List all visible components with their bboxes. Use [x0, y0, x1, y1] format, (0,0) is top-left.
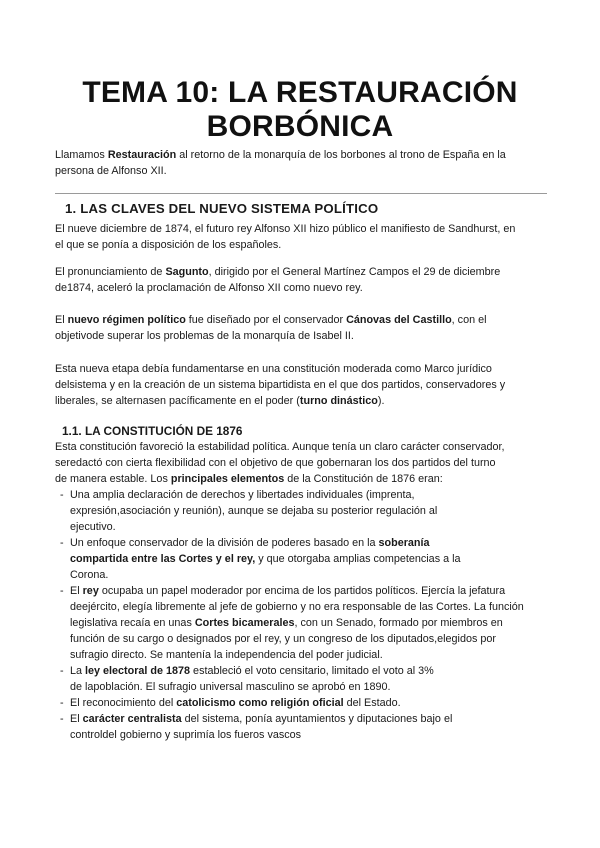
constitution-elements-list — [55, 487, 555, 743]
title-line-1: TEMA 10: LA RESTAURACIÓN — [82, 76, 518, 109]
dash-bullet: - — [60, 585, 64, 597]
list-item: - El carácter centralista del sistema, ponía ayuntamientos y diputaciones bajo el controldel gobierno y suprimía los fueros vascos — [60, 713, 453, 741]
section-1-paragraph-2: El pronunciamiento de Sagunto, dirigido por el General Martínez Campos el 29 de diciembre de1874, aceleró la proclamación de Alfonso XII como nuevo rey. — [55, 266, 501, 294]
list-item: - La ley electoral de 1878 estableció el voto censitario, limitado el voto al 3% de lapoblación. El sufragio universal masculino se aprobó en 1890. — [60, 665, 434, 693]
section-1-paragraph-1: El nueve diciembre de 1874, el futuro rey Alfonso XII hizo público el manifiesto de Sandhurst, en el que se ponía a disposición de los españoles. — [55, 223, 516, 251]
section-1-1-heading: 1.1. LA CONSTITUCIÓN DE 1876 — [62, 424, 243, 438]
list-item: - El rey ocupaba un papel moderador por encima de los partidos políticos. Ejercía la jefatura deejército, elegía libremente al jefe de gobierno y no era responsable de las Cortes. La función legislativa recaía en unas Cortes bicamerales, con un Senado, formado por miembros en función de su cargo o designados por el rey, y un congreso de los diputados,elegidos por sufragio directo. Se mantenía la independencia del poder judicial. — [60, 585, 524, 661]
dash-bullet: - — [60, 489, 64, 501]
title-line-2: BORBÓNICA — [206, 110, 394, 143]
keyword-restauracion: Restauración — [107, 149, 177, 161]
section-1-paragraph-4: Esta nueva etapa debía fundamentarse en una constitución moderada como Marco jurídico delsistema y en la creación de un sistema bipartidista en el que dos partidos, conservadores y liberales, se alternasen pacíficamente en el poder (turno dinástico). — [55, 363, 506, 407]
constitution-intro: Esta constitución favoreció la estabilidad política. Aunque tenía un claro carácter conservador, seredactó con cierta flexibilidad con el objetivo de que gobernaran los dos partidos del turno de manera estable. Los principales elementos de la Constitución de 1876 eran: — [55, 441, 505, 485]
section-1-heading: 1. LAS CLAVES DEL NUEVO SISTEMA POLÍTICO — [65, 201, 379, 216]
dash-bullet: - — [60, 697, 64, 709]
list-item: - El reconocimiento del catolicismo como religión oficial del Estado. — [60, 697, 401, 709]
document-title — [0, 76, 600, 144]
dash-bullet: - — [60, 537, 64, 549]
dash-bullet: - — [60, 713, 64, 725]
intro-paragraph: Llamamos Restauración al retorno de la monarquía de los borbones al trono de España en la persona de Alfonso XII. — [55, 149, 506, 177]
section-1-paragraph-3: El nuevo régimen político fue diseñado por el conservador Cánovas del Castillo, con el objetivode superar los problemas de la monarquía de Isabel II. — [55, 314, 487, 342]
keyword-sagunto: Sagunto — [165, 266, 209, 278]
list-item: - Un enfoque conservador de la división de poderes basado en la soberanía compartida entre las Cortes y el rey, y que otorgaba amplias competencias a la Corona. — [60, 537, 461, 581]
section-divider — [55, 193, 547, 194]
list-item: - Una amplia declaración de derechos y libertades individuales (imprenta, expresión,asociación y reunión), aunque se dejaba su posterior regulación al ejecutivo. — [60, 489, 438, 533]
dash-bullet: - — [60, 665, 64, 677]
